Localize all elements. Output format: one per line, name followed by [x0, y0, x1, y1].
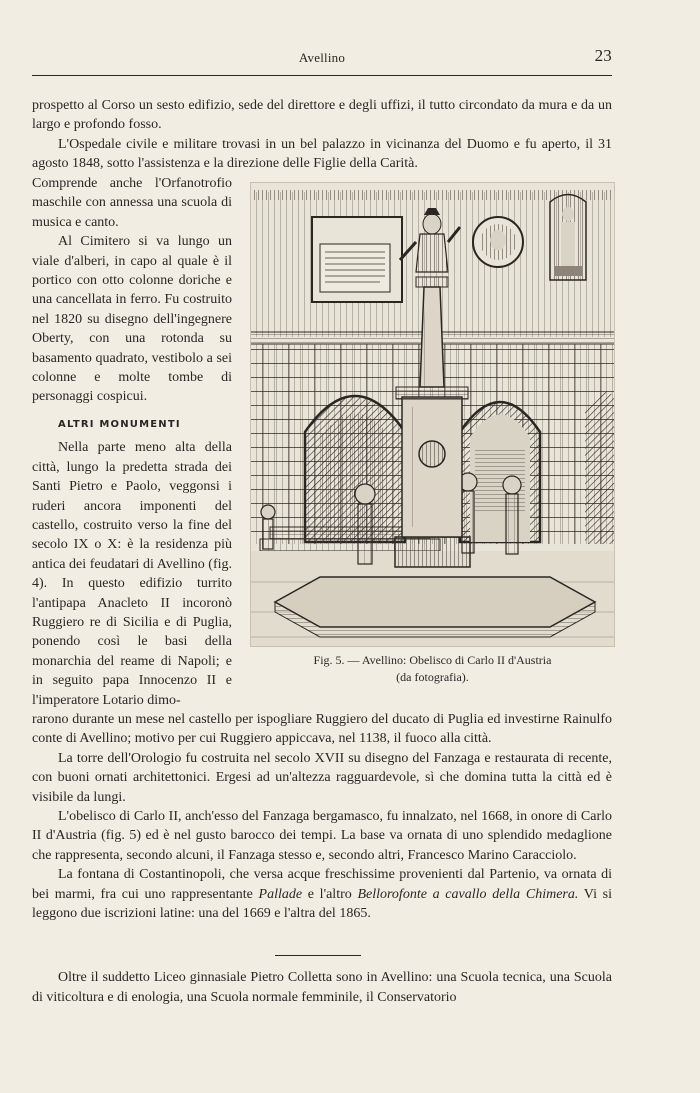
page-number: 23: [594, 46, 612, 65]
running-head: [32, 46, 612, 70]
caption-line: (da fotografia).: [396, 670, 469, 684]
body-text-top: [32, 96, 612, 174]
paragraph: [32, 865, 612, 923]
section-heading: ALTRI MONUMENTI: [58, 418, 181, 430]
body-text-final: [32, 968, 612, 1008]
obelisk-engraving-illustration: [250, 182, 615, 647]
paragraph: Comprende anche l'Orfanotrofio maschile con annessa una scuola di musica e canto.: [32, 176, 232, 230]
section-divider: [275, 955, 361, 956]
paragraph: Al Cimitero si va lungo un viale d'alberi, in capo al quale è il portico con otto colonne doriche e una cancellata in ferro. Fu costruito nel 1820 su disegno dell'ingegnere Oberty, con una rotonda su basamento quadrato, vestibolo a sei colonne e molte tombe di personaggi cospicui.: [32, 234, 232, 405]
paragraph: Oltre il suddetto Liceo ginnasiale Pietro Colletta sono in Avellino: una Scuola tecnica, una Scuola di viticoltura e di enologia, una Scuola normale femminile, il Conservatorio: [32, 970, 612, 1005]
left-column-text: [32, 174, 232, 710]
text-span: e l'altro: [302, 886, 358, 902]
paragraph: Nella parte meno alta della città, lungo la predetta strada dei Santi Pietro e Paolo, veggonsi i ruderi ancora imponenti del castello, costruito verso la fine del secolo IX o X: è la residenza più antica dei feudatari di Avellino (fig. 4). In questo edifizio turrito l'antipapa Anacleto II incoronò Ruggiero re di Sicilia e di Puglia, ponendo così le basi della monarchia del reame di Napoli; e in seguito papa Innocenzo II e l'imperatore Lotario dimo-: [32, 440, 232, 708]
italic-title: Bellorofonte a cavallo della Chimera.: [357, 886, 579, 902]
figure-engraving: [250, 182, 615, 647]
paragraph: La torre dell'Orologio fu costruita nel secolo XVII su disegno del Fanzaga e restaurata di recente, con buoni ornati architettonici. Ergesi ad un'altezza ragguardevole, sì che domina tutta la città ed è visibile da lungi.: [32, 750, 612, 805]
running-title: Avellino: [298, 50, 346, 65]
caption-line: Fig. 5. — Avellino: Obelisco di Carlo II d'Austria: [313, 653, 552, 667]
paragraph: rarono durante un mese nel castello per ispogliare Ruggiero del ducato di Puglia ed investirne Rainulfo conte di Avellino; motivo per cui Ruggiero appiccava, nel 1138, il fuoco alla città.: [32, 712, 612, 747]
paragraph: L'obelisco di Carlo II, anch'esso del Fanzaga bergamasco, fu innalzato, nel 1668, in onore di Carlo II d'Austria (fig. 5) ed è nel gusto barocco dei tempi. La base va ornata di uno splendido medaglione che rappresenta, secondo alcuni, il Fanzaga stesso e, secondo altri, Francesco Marino Caracciolo.: [32, 809, 612, 863]
paragraph: L'Ospedale civile e militare trovasi in un bel palazzo in vicinanza del Duomo e fu aperto, il 31 agosto 1848, sotto l'assistenza e la direzione delle Figlie della Carità.: [32, 136, 612, 172]
paragraph: prospetto al Corso un sesto edifizio, sede del direttore e degli uffizi, il tutto circondato da mura e da un largo e profondo fosso.: [32, 98, 612, 133]
text-span: Vi si leggono due iscrizioni latine: una del 1669 e l'altra del 1865.: [32, 886, 612, 922]
body-text-bottom: [32, 710, 612, 923]
header-rule: [32, 75, 612, 76]
figure-caption: [250, 652, 615, 686]
italic-title: Pallade: [258, 886, 303, 902]
text-span: La fontana di Costantinopoli, che versa acque freschissime provenienti dal Partenio, va ornata di bei marmi, fra cui uno rappresentante: [32, 867, 612, 902]
